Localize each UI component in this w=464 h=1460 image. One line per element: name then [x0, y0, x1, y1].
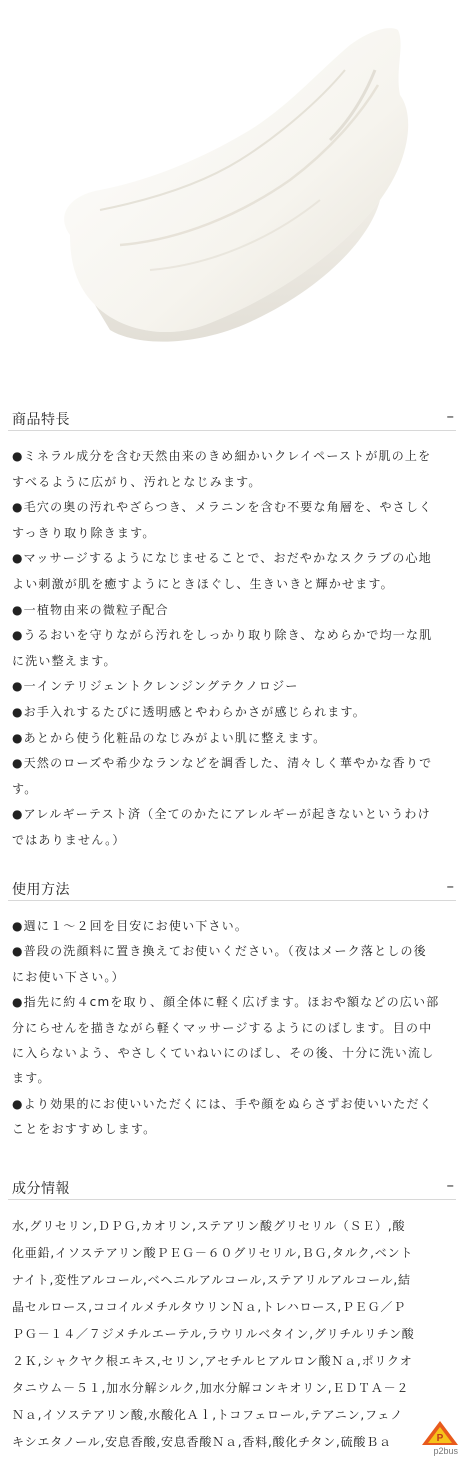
ingredients-header[interactable] — [0, 1174, 464, 1200]
collapse-toggle-icon[interactable]: – — [446, 877, 454, 895]
list-item: ●天然のローズや希少なランなどを調香した、清々しく華やかな香りで — [12, 756, 433, 771]
list-item: ●うるおいを守りながら汚れをしっかり取り除き、なめらかで均一な肌 — [12, 628, 433, 643]
list-item: ２Ｋ,シャクヤク根エキス,セリン,アセチルヒアルロン酸Ｎａ,ポリクオ — [12, 1354, 413, 1368]
list-item: ●マッサージするようになじませることで、おだやかなスクラブの心地 — [12, 551, 432, 566]
list-item: 化亜鉛,イソステアリン酸ＰＥＧ－６０グリセリル,ＢＧ,タルク,ベント — [12, 1246, 414, 1260]
list-item: すべるように広がり、汚れとなじみます。 — [12, 474, 262, 489]
list-item: ことをおすすめします。 — [12, 1122, 157, 1137]
list-item: ナイト,変性アルコール,ベヘニルアルコール,ステアリルアルコール,結 — [12, 1273, 411, 1287]
divider — [8, 430, 456, 431]
list-item: に洗い整えます。 — [12, 653, 117, 668]
list-item: ●ミネラル成分を含む天然由来のきめ細かいクレイペーストが肌の上を — [12, 449, 432, 463]
list-item: ●アレルギーテスト済（全てのかたにアレルギーが起きないというわけ — [12, 807, 431, 822]
watermark-logo — [414, 1420, 460, 1456]
section-title: 商品特長 — [12, 412, 70, 428]
list-item: ●より効果的にお使いいただくには、手や顔をぬらさずお使いいただく — [12, 1096, 433, 1111]
list-item: にお使い下さい。） — [12, 969, 125, 984]
ingredients-list — [12, 1213, 456, 1456]
list-item: Ｎａ,イソステアリン酸,水酸化Ａｌ,トコフェロール,テアニン,フェノ — [12, 1408, 404, 1422]
list-item: ●一インテリジェントクレンジングテクノロジー — [12, 679, 299, 694]
collapse-toggle-icon[interactable]: – — [446, 1176, 454, 1194]
list-item: よい刺激が肌を癒すようにときほぐし、生きいきと輝かせます。 — [12, 576, 394, 591]
list-item: すっきり取り除きます。 — [12, 525, 156, 540]
list-item: 分にらせんを描きながら軽くマッサージするようにのばします。目の中 — [12, 1020, 433, 1035]
list-item: に入らないよう、やさしくていねいにのばし、その後、十分に洗い流し — [12, 1045, 435, 1060]
list-item: ●指先に約４cmを取り、顔全体に軽く広げます。ほおや額などの広い部 — [12, 995, 440, 1010]
list-item: ます。 — [12, 1071, 51, 1086]
section-title: 使用方法 — [12, 882, 70, 898]
usage-list — [12, 914, 456, 1143]
list-item: キシエタノール,安息香酸,安息香酸Ｎａ,香料,酸化チタン,硫酸Ｂａ — [12, 1435, 392, 1449]
list-item: 水,グリセリン,ＤＰＧ,カオリン,ステアリン酸グリセリル（ＳＥ）,酸 — [12, 1219, 406, 1233]
list-item: す。 — [12, 781, 38, 796]
logo-icon — [414, 1420, 460, 1456]
divider — [8, 900, 456, 901]
watermark-text: p2bus — [433, 1446, 458, 1456]
features-list — [12, 444, 456, 854]
list-item: ●普段の洗顔料に置き換えてお使いください。（夜はメーク落としの後 — [12, 944, 427, 959]
svg-text:P: P — [436, 1433, 444, 1444]
list-item: ではありません。） — [12, 832, 126, 847]
divider — [8, 1199, 456, 1200]
list-item: タニウム－５１,加水分解シルク,加水分解コンキオリン,ＥＤＴＡ－２ — [12, 1381, 410, 1395]
usage-header[interactable] — [0, 875, 464, 901]
features-header[interactable] — [0, 405, 464, 431]
list-item: ●週に１～２回を目安にお使い下さい。 — [12, 919, 249, 933]
list-item: ●一植物由来の微粒子配合 — [12, 602, 169, 617]
list-item: 晶セルロース,ココイルメチルタウリンＮａ,トレハロース,ＰＥＧ／Ｐ — [12, 1300, 407, 1314]
list-item: ●あとから使う化粧品のなじみがよい肌に整えます。 — [12, 730, 327, 745]
product-texture-image — [0, 0, 464, 395]
section-title: 成分情報 — [12, 1181, 70, 1197]
list-item: ●毛穴の奥の汚れやざらつき、メラニンを含む不要な角層を、やさしく — [12, 500, 433, 515]
list-item: ＰＧ－１４／７ジメチルエーテル,ラウリルベタイン,グリチルリチン酸 — [12, 1327, 415, 1341]
list-item: ●お手入れするたびに透明感とやわらかさが感じられます。 — [12, 704, 366, 719]
collapse-toggle-icon[interactable]: – — [446, 407, 454, 425]
